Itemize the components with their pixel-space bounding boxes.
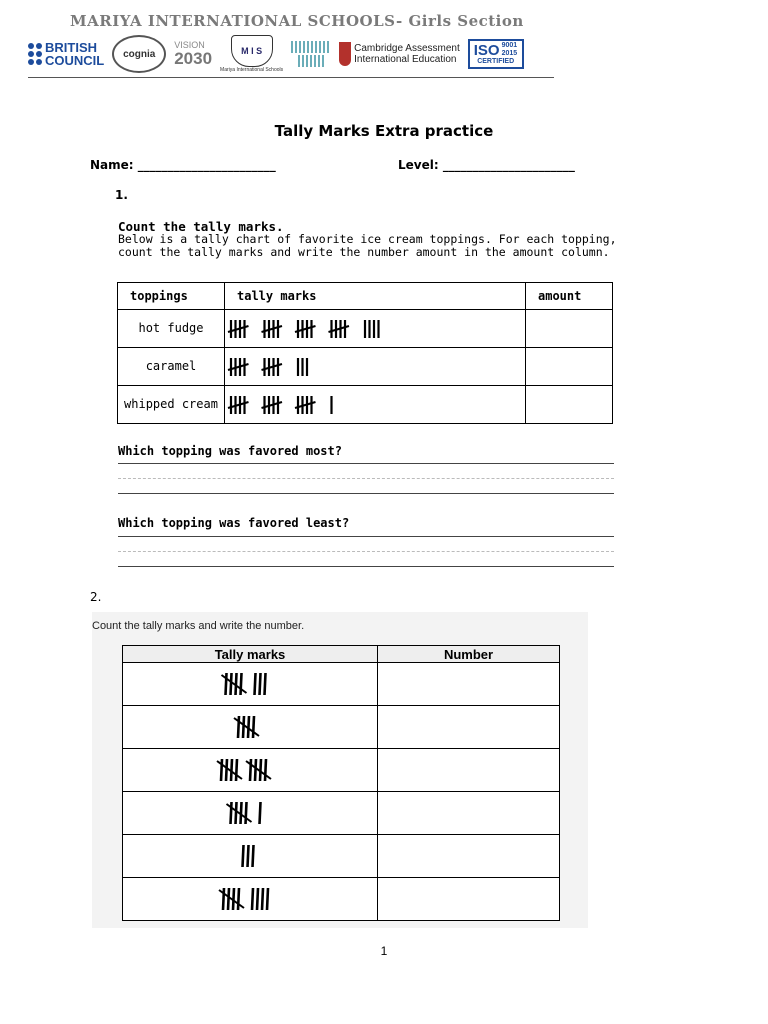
tally-stroke (246, 802, 247, 824)
number-answer-cell[interactable] (378, 792, 560, 835)
tally-marks (225, 391, 515, 419)
tally-stroke (243, 845, 244, 867)
topping-label: whipped cream (118, 386, 225, 424)
amount-answer-cell[interactable] (526, 348, 613, 386)
tally-stroke (250, 759, 251, 781)
problem-2-instruction: Count the tally marks and write the number. (92, 620, 305, 632)
tally-cell (123, 749, 378, 792)
tally-cell (123, 706, 378, 749)
number-answer-cell[interactable] (378, 663, 560, 706)
column-header-number: Number (378, 646, 560, 663)
table-row (123, 792, 560, 835)
tally-cell (123, 835, 378, 878)
number-answer-cell[interactable] (378, 835, 560, 878)
answer-line[interactable] (118, 536, 614, 537)
tally-stroke (260, 802, 261, 824)
problem-2-number: 2. (90, 590, 102, 604)
tally-stroke (253, 845, 254, 867)
tally-stroke (265, 759, 266, 781)
column-header-amount: amount (526, 283, 613, 310)
tally-marks (150, 883, 350, 915)
answer-line[interactable] (118, 566, 614, 567)
tally-marks (150, 840, 350, 872)
tally-stroke (255, 759, 256, 781)
tally-marks (225, 353, 515, 381)
problem-1-heading: Count the tally marks. (118, 219, 284, 234)
table-row (118, 310, 613, 348)
table-row (123, 835, 560, 878)
tally-stroke (238, 716, 239, 738)
tally-stroke (262, 888, 263, 910)
tally-stroke (231, 802, 232, 824)
cambridge-logo: Cambridge Assessment International Education (339, 42, 460, 66)
page-number: 1 (380, 944, 388, 958)
table-row (123, 749, 560, 792)
tally-stroke (221, 759, 222, 781)
amount-answer-cell[interactable] (526, 386, 613, 424)
tally-stroke (248, 845, 249, 867)
tally-cell (123, 663, 378, 706)
school-name: MARIYA INTERNATIONAL SCHOOLS- Girls Section (70, 12, 524, 30)
tally-cell (225, 348, 526, 386)
name-field[interactable]: Name: _______________________ (90, 158, 276, 172)
tally-marks (150, 754, 350, 786)
table-row (118, 348, 613, 386)
number-answer-cell[interactable] (378, 749, 560, 792)
column-header-toppings: toppings (118, 283, 225, 310)
column-header-tally-marks: Tally marks (123, 646, 378, 663)
tally-number-table (122, 645, 560, 921)
tally-stroke (236, 759, 237, 781)
tally-cell (225, 310, 526, 348)
answer-guide-line (118, 478, 614, 479)
logo-strip (28, 32, 554, 76)
tally-stroke (260, 673, 261, 695)
topping-label: hot fudge (118, 310, 225, 348)
table-row (118, 386, 613, 424)
tally-stroke (238, 888, 239, 910)
iso-certified-logo: ISO 9001 2015 CERTIFIED (468, 39, 524, 69)
tally-cell (225, 386, 526, 424)
vision-2030-logo: VISION 2030 (174, 40, 213, 68)
tally-stroke (231, 673, 232, 695)
ministry-of-education-logo (291, 41, 331, 67)
tally-stroke (265, 673, 266, 695)
number-answer-cell[interactable] (378, 878, 560, 921)
amount-answer-cell[interactable] (526, 310, 613, 348)
tally-stroke (236, 802, 237, 824)
tally-stroke (241, 673, 242, 695)
tally-stroke (257, 888, 258, 910)
tally-marks (150, 668, 350, 700)
level-field[interactable]: Level: ______________________ (398, 158, 575, 172)
tally-stroke (253, 716, 254, 738)
tally-cell (123, 878, 378, 921)
tally-stroke (226, 759, 227, 781)
answer-line[interactable] (118, 463, 614, 464)
tally-marks (150, 797, 350, 829)
tally-marks (225, 315, 515, 343)
question-least: Which topping was favored least? (118, 516, 350, 530)
problem-1-number: 1. (115, 188, 128, 202)
answer-guide-line (118, 551, 614, 552)
table-row (123, 663, 560, 706)
tally-stroke (223, 888, 224, 910)
tally-marks (150, 711, 350, 743)
topping-label: caramel (118, 348, 225, 386)
number-answer-cell[interactable] (378, 706, 560, 749)
tally-stroke (267, 888, 268, 910)
problem-1-instruction: Below is a tally chart of favorite ice cream toppings. For each topping, count the tally marks and write the number amount in the amount column. (118, 232, 617, 259)
question-most: Which topping was favored most? (118, 444, 342, 458)
page-title: Tally Marks Extra practice (274, 122, 494, 140)
table-row (123, 878, 560, 921)
tally-stroke (252, 888, 253, 910)
toppings-table (117, 282, 613, 424)
tally-stroke (255, 673, 256, 695)
table-row (123, 706, 560, 749)
header-divider (28, 77, 554, 78)
tally-cell (123, 792, 378, 835)
cognia-logo: cognia (112, 35, 166, 73)
column-header-tally-marks: tally marks (225, 283, 526, 310)
tally-stroke (228, 888, 229, 910)
tally-stroke (243, 716, 244, 738)
tally-stroke (226, 673, 227, 695)
british-council-logo: BRITISH COUNCIL (28, 41, 104, 67)
answer-line[interactable] (118, 493, 614, 494)
mis-crest-logo: M I S Mariya International Schools (220, 35, 283, 73)
